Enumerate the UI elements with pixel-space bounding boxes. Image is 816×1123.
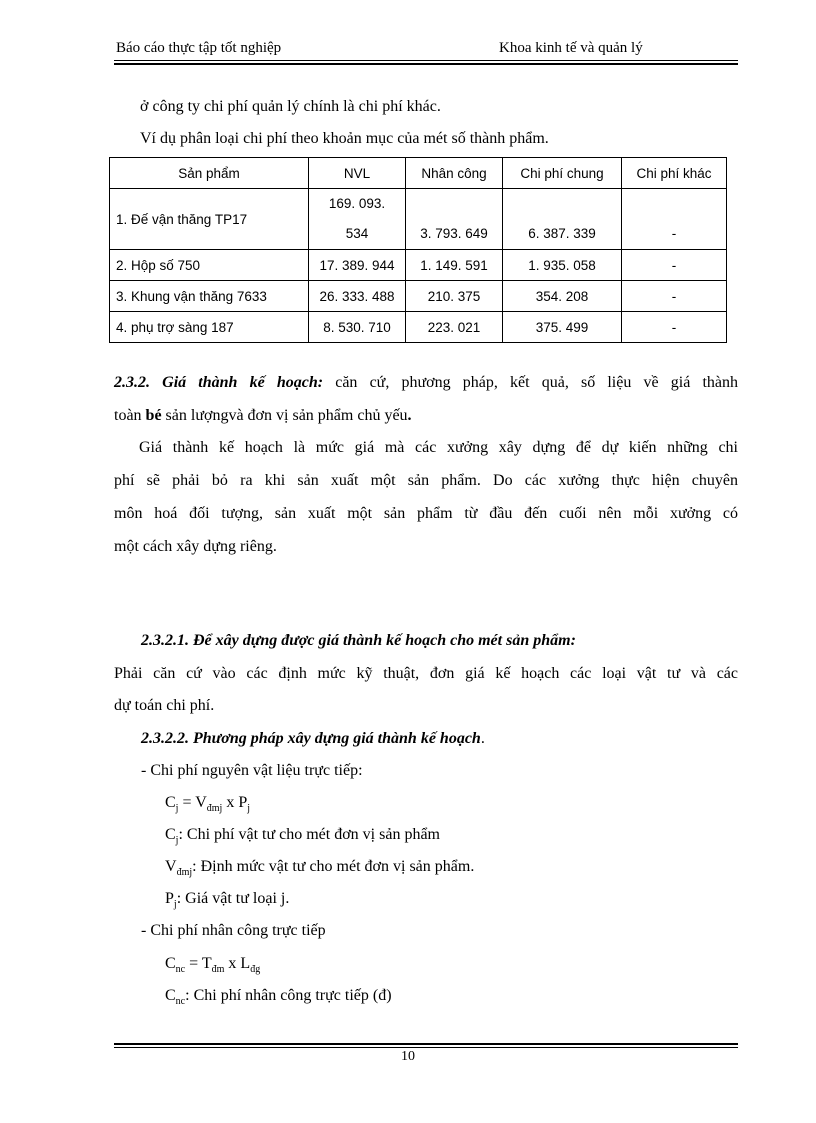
- section-2321-line-1: Phải căn cứ vào các định mức kỹ thuật, đơn giá kế hoạch các loại vật tư và các: [114, 665, 738, 682]
- labor-cell: 223. 021: [406, 312, 503, 343]
- section-232-line-2-b: sản lượngvà đơn vị sản phẩm chủ yếu: [161, 407, 408, 424]
- table-row: [110, 189, 727, 250]
- section-232-line-2-bold-end: .: [407, 407, 412, 424]
- section-2322-heading: [141, 730, 485, 748]
- general-cell: 1. 935. 058: [503, 250, 622, 281]
- other-cell: -: [622, 189, 727, 250]
- definition-text: : Định mức vật tư cho mét đơn vị sản phẩm.: [192, 858, 475, 875]
- section-2322-heading-text: 2.3.2.2. Phương pháp xây dựng giá thành kế hoạch: [141, 730, 481, 747]
- header-cell: Chi phí khác: [622, 158, 727, 189]
- labor-cell: 210. 375: [406, 281, 503, 312]
- footer-rule-thick: [114, 1043, 738, 1045]
- definition-subscript: j: [175, 835, 179, 847]
- definition-symbol: P: [165, 890, 174, 907]
- section-2321-heading-text: 2.3.2.1. Để xây dựng được giá thành kế hoạch cho mét sản phẩm:: [141, 632, 576, 649]
- header-right: Khoa kinh tế và quản lý: [499, 40, 643, 56]
- formula-subscript: đm: [211, 964, 225, 976]
- formula-text: = T: [185, 955, 212, 972]
- product-cell: 1. Đế vận thăng TP17: [110, 189, 309, 250]
- table-row: [110, 250, 727, 281]
- page-number: 10: [401, 1049, 415, 1064]
- header-left: Báo cáo thực tập tốt nghiệp: [116, 40, 282, 56]
- table-header-row: [110, 158, 727, 189]
- definition-text: : Chi phí nhân công trực tiếp (đ): [185, 987, 392, 1004]
- definition-text: : Chi phí vật tư cho mét đơn vị sản phẩm: [178, 826, 440, 843]
- section-232-line-1-text: căn cứ, phương pháp, kết quả, số liệu về giá thành: [323, 374, 739, 391]
- intro-line-2: Ví dụ phân loại chi phí theo khoản mục của mét số thành phẩm.: [140, 130, 549, 147]
- section-232-para-line: phí sẽ phải bỏ ra khi sản xuất một sản phẩm. Do các xưởng thực hiện chuyên: [114, 472, 738, 489]
- labor-cost-title: - Chi phí nhân công trực tiếp: [141, 922, 326, 939]
- material-cost-title: - Chi phí nguyên vật liệu trực tiếp:: [141, 762, 363, 779]
- header-rule-thin: [114, 60, 738, 61]
- section-232-para-line: Giá thành kế hoạch là mức giá mà các xưởng xây dựng để dự kiến những chi: [139, 439, 738, 456]
- section-232-para-line: môn hoá đối tượng, sản xuất một sản phẩm từ đầu đến cuối nên mỗi xưởng có: [114, 505, 738, 522]
- header-cell: Nhân công: [406, 158, 503, 189]
- other-cell: -: [622, 281, 727, 312]
- formula-text: x P: [222, 794, 248, 811]
- header-cell: Chi phí chung: [503, 158, 622, 189]
- product-cell: 2. Hộp số 750: [110, 250, 309, 281]
- nvl-cell: 8. 530. 710: [309, 312, 406, 343]
- general-cell: 6. 387. 339: [503, 189, 622, 250]
- formula-labor: [165, 955, 260, 975]
- definition-subscript: j: [173, 899, 177, 911]
- formula-subscript: j: [247, 803, 250, 815]
- definition-symbol: C: [165, 826, 176, 843]
- intro-line-1: ở công ty chi phí quản lý chính là chi phí khác.: [140, 98, 441, 115]
- table-row: [110, 312, 727, 343]
- table-row: [110, 281, 727, 312]
- nvl-cell: [309, 189, 406, 250]
- formula-text: x L: [224, 955, 251, 972]
- formula-symbol: C: [165, 955, 176, 972]
- definition-vdmj: [165, 858, 474, 878]
- section-2321-line-2: dự toán chi phí.: [114, 697, 215, 714]
- section-232-line-2-a: toàn: [114, 407, 146, 424]
- section-2322-heading-tail: .: [480, 730, 485, 747]
- section-232-line-2: [114, 407, 412, 425]
- definition-cj: [165, 826, 440, 846]
- formula-text: = V: [178, 794, 207, 811]
- labor-cell: 1. 149. 591: [406, 250, 503, 281]
- nvl-cell: 17. 389. 944: [309, 250, 406, 281]
- formula-subscript: đmj: [206, 803, 223, 815]
- other-cell: -: [622, 312, 727, 343]
- nvl-cell-part: 534: [345, 226, 369, 241]
- definition-symbol: C: [165, 987, 176, 1004]
- definition-subscript: nc: [175, 996, 186, 1008]
- definition-pj: [165, 890, 289, 910]
- general-cell: 375. 499: [503, 312, 622, 343]
- footer-rule-thin: [114, 1047, 738, 1048]
- nvl-cell: 26. 333. 488: [309, 281, 406, 312]
- section-232-line-1: [114, 374, 738, 392]
- formula-symbol: C: [165, 794, 176, 811]
- header-cell: Sản phẩm: [110, 158, 309, 189]
- general-cell: 354. 208: [503, 281, 622, 312]
- header-rule-thick: [114, 63, 738, 65]
- section-232-para-line: một cách xây dựng riêng.: [114, 538, 277, 555]
- definition-symbol: V: [165, 858, 177, 875]
- formula-material: [165, 794, 250, 814]
- section-232-heading: 2.3.2. Giá thành kế hoạch:: [114, 374, 324, 391]
- formula-subscript: đg: [250, 964, 261, 976]
- other-cell: -: [622, 250, 727, 281]
- formula-subscript: j: [175, 803, 179, 815]
- definition-cnc: [165, 987, 392, 1007]
- definition-text: : Giá vật tư loại j.: [176, 890, 290, 907]
- nvl-cell-part: 169. 093.: [328, 196, 386, 211]
- cost-table: [109, 157, 727, 343]
- definition-subscript: đmj: [176, 867, 193, 879]
- section-232-line-2-bold: bé: [145, 407, 162, 424]
- formula-subscript: nc: [175, 964, 186, 976]
- labor-cell: 3. 793. 649: [406, 189, 503, 250]
- product-cell: 4. phụ trợ sàng 187: [110, 312, 309, 343]
- section-2321-heading: [141, 632, 576, 650]
- header-cell: NVL: [309, 158, 406, 189]
- product-cell: 3. Khung vận thăng 7633: [110, 281, 309, 312]
